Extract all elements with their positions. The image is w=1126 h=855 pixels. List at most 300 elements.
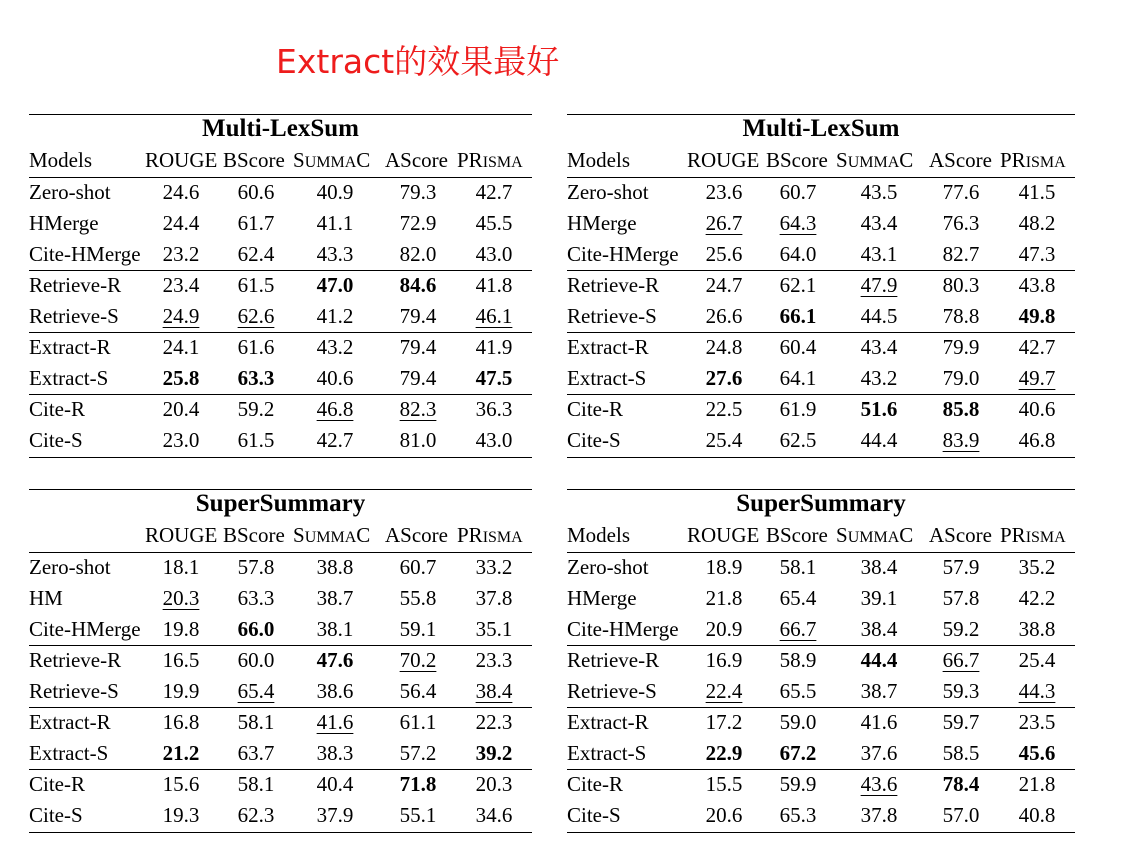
table-row: [29, 304, 532, 335]
value-cell: 47.6: [316, 648, 354, 672]
table-row: [567, 648, 1075, 679]
column-header-ascore: AScore: [385, 523, 448, 547]
value-cell: 64.1: [779, 366, 817, 390]
model-name: HMerge: [567, 586, 637, 610]
column-header-summac: SUMMAC: [836, 523, 914, 547]
value-cell: 34.6: [475, 803, 513, 827]
value-cell: 49.8: [1018, 304, 1056, 328]
value-cell: 37.8: [475, 586, 513, 610]
value-cell: 79.3: [399, 180, 437, 204]
value-cell: 58.5: [942, 741, 980, 765]
model-name: Retrieve-R: [29, 273, 122, 297]
group-rule: [567, 270, 1075, 271]
value-cell: 42.2: [1018, 586, 1056, 610]
value-cell: 20.6: [705, 803, 743, 827]
table-row: [567, 555, 1075, 586]
value-cell: 57.0: [942, 803, 980, 827]
table-row: [567, 772, 1075, 803]
value-cell: 81.0: [399, 428, 437, 452]
value-cell: 38.1: [316, 617, 354, 641]
bottom-rule: [567, 832, 1075, 833]
value-cell: 23.6: [705, 180, 743, 204]
value-cell: 16.8: [162, 710, 200, 734]
value-cell: 58.1: [237, 772, 275, 796]
table-row: [29, 242, 532, 273]
value-cell: 23.4: [162, 273, 200, 297]
value-cell: 51.6: [860, 397, 898, 421]
value-cell: 41.5: [1018, 180, 1056, 204]
table-row: [567, 180, 1075, 211]
group-rule: [567, 769, 1075, 770]
models-header: Models: [567, 148, 630, 172]
value-cell: 43.2: [316, 335, 354, 359]
model-name: Retrieve-S: [567, 679, 657, 703]
value-cell: 43.8: [1018, 273, 1056, 297]
table-row: [29, 772, 532, 803]
value-cell: 38.8: [1018, 617, 1056, 641]
value-cell: 21.2: [162, 741, 200, 765]
column-header-prisma: PRISMA: [457, 523, 523, 547]
value-cell: 45.6: [1018, 741, 1056, 765]
value-cell: 38.8: [316, 555, 354, 579]
value-cell: 66.7: [942, 648, 980, 672]
model-name: Cite-S: [567, 428, 621, 452]
table-row: [29, 397, 532, 428]
model-name: Extract-R: [567, 335, 649, 359]
value-cell: 43.0: [475, 242, 513, 266]
value-cell: 78.8: [942, 304, 980, 328]
table-title: SuperSummary: [195, 490, 366, 517]
model-name: Extract-S: [567, 741, 647, 765]
value-cell: 38.7: [316, 586, 354, 610]
value-cell: 20.4: [162, 397, 200, 421]
value-cell: 25.8: [162, 366, 200, 390]
value-cell: 38.4: [475, 679, 513, 703]
value-cell: 24.8: [705, 335, 743, 359]
model-name: Retrieve-R: [567, 648, 660, 672]
value-cell: 61.7: [237, 211, 275, 235]
column-header-rouge: ROUGE: [687, 148, 760, 172]
value-cell: 22.3: [475, 710, 513, 734]
value-cell: 70.2: [399, 648, 437, 672]
value-cell: 41.1: [316, 211, 354, 235]
value-cell: 25.4: [705, 428, 743, 452]
column-header-summac: SUMMAC: [293, 523, 371, 547]
value-cell: 43.6: [860, 772, 898, 796]
model-name: Zero-shot: [567, 555, 649, 579]
value-cell: 40.6: [316, 366, 354, 390]
model-name: Cite-HMerge: [567, 617, 679, 641]
value-cell: 46.8: [1018, 428, 1056, 452]
value-cell: 39.2: [475, 741, 513, 765]
column-header-prisma: PRISMA: [1000, 148, 1066, 172]
value-cell: 47.0: [316, 273, 354, 297]
value-cell: 35.1: [475, 617, 513, 641]
header-rule: [29, 177, 532, 178]
value-cell: 59.3: [942, 679, 980, 703]
value-cell: 47.5: [475, 366, 513, 390]
value-cell: 20.9: [705, 617, 743, 641]
model-name: Retrieve-S: [567, 304, 657, 328]
column-header-prisma: PRISMA: [457, 148, 523, 172]
value-cell: 46.1: [475, 304, 513, 328]
value-cell: 61.1: [399, 710, 437, 734]
value-cell: 38.3: [316, 741, 354, 765]
value-cell: 19.3: [162, 803, 200, 827]
model-name: Extract-S: [29, 741, 109, 765]
model-name: Retrieve-R: [29, 648, 122, 672]
value-cell: 45.5: [475, 211, 513, 235]
value-cell: 38.7: [860, 679, 898, 703]
value-cell: 65.5: [779, 679, 817, 703]
value-cell: 57.2: [399, 741, 437, 765]
table-row: [567, 242, 1075, 273]
value-cell: 60.7: [779, 180, 817, 204]
value-cell: 85.8: [942, 397, 980, 421]
value-cell: 60.6: [237, 180, 275, 204]
table-row: [567, 366, 1075, 397]
value-cell: 63.3: [237, 366, 275, 390]
value-cell: 64.3: [779, 211, 817, 235]
value-cell: 42.7: [1018, 335, 1056, 359]
column-header-bscore: BScore: [223, 523, 285, 547]
value-cell: 38.6: [316, 679, 354, 703]
group-rule: [29, 645, 532, 646]
model-name: HM: [29, 586, 63, 610]
table-row: [29, 648, 532, 679]
value-cell: 71.8: [399, 772, 437, 796]
value-cell: 22.4: [705, 679, 743, 703]
value-cell: 17.2: [705, 710, 743, 734]
value-cell: 55.1: [399, 803, 437, 827]
value-cell: 22.5: [705, 397, 743, 421]
value-cell: 79.0: [942, 366, 980, 390]
value-cell: 41.6: [316, 710, 354, 734]
column-header-ascore: AScore: [385, 148, 448, 172]
value-cell: 43.1: [860, 242, 898, 266]
value-cell: 22.9: [705, 741, 743, 765]
value-cell: 43.4: [860, 335, 898, 359]
value-cell: 43.4: [860, 211, 898, 235]
table-title: Multi-LexSum: [202, 115, 359, 142]
value-cell: 25.6: [705, 242, 743, 266]
model-name: Retrieve-S: [29, 679, 119, 703]
value-cell: 59.1: [399, 617, 437, 641]
value-cell: 36.3: [475, 397, 513, 421]
column-header-bscore: BScore: [766, 523, 828, 547]
value-cell: 57.8: [237, 555, 275, 579]
value-cell: 66.0: [237, 617, 275, 641]
group-rule: [567, 645, 1075, 646]
value-cell: 61.6: [237, 335, 275, 359]
value-cell: 59.0: [779, 710, 817, 734]
table-row: [29, 710, 532, 741]
value-cell: 44.3: [1018, 679, 1056, 703]
table-row: [567, 710, 1075, 741]
value-cell: 76.3: [942, 211, 980, 235]
value-cell: 41.8: [475, 273, 513, 297]
value-cell: 62.1: [779, 273, 817, 297]
value-cell: 62.5: [779, 428, 817, 452]
value-cell: 37.9: [316, 803, 354, 827]
column-header-bscore: BScore: [223, 148, 285, 172]
value-cell: 79.4: [399, 366, 437, 390]
value-cell: 60.0: [237, 648, 275, 672]
value-cell: 61.5: [237, 428, 275, 452]
value-cell: 60.7: [399, 555, 437, 579]
model-name: Cite-R: [567, 772, 623, 796]
value-cell: 80.3: [942, 273, 980, 297]
model-name: Extract-R: [29, 335, 111, 359]
value-cell: 16.5: [162, 648, 200, 672]
value-cell: 65.3: [779, 803, 817, 827]
value-cell: 83.9: [942, 428, 980, 452]
value-cell: 65.4: [237, 679, 275, 703]
value-cell: 43.3: [316, 242, 354, 266]
value-cell: 58.1: [779, 555, 817, 579]
value-cell: 33.2: [475, 555, 513, 579]
column-header-rouge: ROUGE: [687, 523, 760, 547]
value-cell: 42.7: [316, 428, 354, 452]
model-name: Extract-R: [567, 710, 649, 734]
value-cell: 46.8: [316, 397, 354, 421]
model-name: Cite-R: [29, 397, 85, 421]
value-cell: 62.3: [237, 803, 275, 827]
model-name: HMerge: [567, 211, 637, 235]
value-cell: 63.3: [237, 586, 275, 610]
value-cell: 57.9: [942, 555, 980, 579]
table-row: [567, 679, 1075, 710]
value-cell: 82.7: [942, 242, 980, 266]
value-cell: 79.4: [399, 304, 437, 328]
value-cell: 26.7: [705, 211, 743, 235]
value-cell: 23.5: [1018, 710, 1056, 734]
group-rule: [29, 769, 532, 770]
model-name: Extract-S: [567, 366, 647, 390]
model-name: Extract-S: [29, 366, 109, 390]
model-name: Zero-shot: [29, 180, 111, 204]
column-header-bscore: BScore: [766, 148, 828, 172]
value-cell: 49.7: [1018, 366, 1056, 390]
table-row: [29, 741, 532, 772]
value-cell: 26.6: [705, 304, 743, 328]
value-cell: 72.9: [399, 211, 437, 235]
value-cell: 63.7: [237, 741, 275, 765]
model-name: Extract-R: [29, 710, 111, 734]
value-cell: 24.4: [162, 211, 200, 235]
value-cell: 24.9: [162, 304, 200, 328]
value-cell: 43.0: [475, 428, 513, 452]
header-row: [567, 148, 1075, 178]
value-cell: 15.5: [705, 772, 743, 796]
value-cell: 23.0: [162, 428, 200, 452]
bottom-rule: [567, 457, 1075, 458]
value-cell: 27.6: [705, 366, 743, 390]
table-row: [29, 180, 532, 211]
value-cell: 24.7: [705, 273, 743, 297]
group-rule: [29, 270, 532, 271]
value-cell: 18.9: [705, 555, 743, 579]
model-name: HMerge: [29, 211, 99, 235]
value-cell: 59.2: [237, 397, 275, 421]
table-title: Multi-LexSum: [742, 115, 900, 142]
table-row: [29, 366, 532, 397]
table-multilexsum-left: [29, 114, 532, 459]
model-name: Cite-S: [29, 803, 83, 827]
column-header-prisma: PRISMA: [1000, 523, 1066, 547]
value-cell: 35.2: [1018, 555, 1056, 579]
value-cell: 82.3: [399, 397, 437, 421]
headline: Extract的效果最好: [276, 42, 560, 81]
table-row: [567, 741, 1075, 772]
value-cell: 41.9: [475, 335, 513, 359]
column-header-rouge: ROUGE: [145, 148, 218, 172]
table-row: [29, 555, 532, 586]
value-cell: 61.5: [237, 273, 275, 297]
column-header-ascore: AScore: [929, 523, 992, 547]
value-cell: 65.4: [779, 586, 817, 610]
models-header: Models: [29, 148, 92, 172]
value-cell: 58.1: [237, 710, 275, 734]
value-cell: 20.3: [475, 772, 513, 796]
table-row: [567, 335, 1075, 366]
value-cell: 48.2: [1018, 211, 1056, 235]
table-row: [29, 617, 532, 648]
value-cell: 39.1: [860, 586, 898, 610]
value-cell: 40.4: [316, 772, 354, 796]
model-name: Zero-shot: [29, 555, 111, 579]
header-row: [29, 148, 532, 178]
header-rule: [567, 552, 1075, 553]
value-cell: 41.6: [860, 710, 898, 734]
group-rule: [29, 394, 532, 395]
value-cell: 37.6: [860, 741, 898, 765]
model-name: Cite-HMerge: [29, 242, 141, 266]
value-cell: 67.2: [779, 741, 817, 765]
value-cell: 47.9: [860, 273, 898, 297]
value-cell: 40.8: [1018, 803, 1056, 827]
value-cell: 19.9: [162, 679, 200, 703]
model-name: Zero-shot: [567, 180, 649, 204]
value-cell: 64.0: [779, 242, 817, 266]
value-cell: 44.4: [860, 428, 898, 452]
header-rule: [29, 552, 532, 553]
value-cell: 66.7: [779, 617, 817, 641]
model-name: Cite-S: [567, 803, 621, 827]
column-header-rouge: ROUGE: [145, 523, 218, 547]
value-cell: 44.5: [860, 304, 898, 328]
value-cell: 25.4: [1018, 648, 1056, 672]
value-cell: 23.3: [475, 648, 513, 672]
models-header: Models: [567, 523, 630, 547]
table-row: [567, 428, 1075, 459]
table-row: [29, 586, 532, 617]
value-cell: 57.8: [942, 586, 980, 610]
value-cell: 23.2: [162, 242, 200, 266]
value-cell: 24.1: [162, 335, 200, 359]
table-title: SuperSummary: [736, 490, 906, 517]
table-row: [29, 803, 532, 834]
value-cell: 56.4: [399, 679, 437, 703]
value-cell: 16.9: [705, 648, 743, 672]
value-cell: 47.3: [1018, 242, 1056, 266]
table-row: [29, 335, 532, 366]
value-cell: 19.8: [162, 617, 200, 641]
value-cell: 41.2: [316, 304, 354, 328]
value-cell: 59.9: [779, 772, 817, 796]
value-cell: 20.3: [162, 586, 200, 610]
value-cell: 43.2: [860, 366, 898, 390]
model-name: Cite-R: [29, 772, 85, 796]
value-cell: 62.6: [237, 304, 275, 328]
table-row: [29, 428, 532, 459]
table-row: [567, 586, 1075, 617]
value-cell: 79.4: [399, 335, 437, 359]
value-cell: 43.5: [860, 180, 898, 204]
group-rule: [567, 707, 1075, 708]
model-name: Cite-R: [567, 397, 623, 421]
table-row: [567, 803, 1075, 834]
value-cell: 38.4: [860, 617, 898, 641]
value-cell: 44.4: [860, 648, 898, 672]
model-name: Retrieve-S: [29, 304, 119, 328]
value-cell: 84.6: [399, 273, 437, 297]
table-row: [567, 617, 1075, 648]
value-cell: 40.6: [1018, 397, 1056, 421]
value-cell: 79.9: [942, 335, 980, 359]
table-supersummary-right: [567, 489, 1075, 834]
header-rule: [567, 177, 1075, 178]
value-cell: 61.9: [779, 397, 817, 421]
table-row: [567, 304, 1075, 335]
group-rule: [29, 332, 532, 333]
model-name: Cite-HMerge: [567, 242, 679, 266]
value-cell: 37.8: [860, 803, 898, 827]
value-cell: 60.4: [779, 335, 817, 359]
column-header-summac: SUMMAC: [836, 148, 914, 172]
group-rule: [567, 394, 1075, 395]
value-cell: 59.2: [942, 617, 980, 641]
table-row: [29, 211, 532, 242]
value-cell: 55.8: [399, 586, 437, 610]
value-cell: 15.6: [162, 772, 200, 796]
bottom-rule: [29, 832, 532, 833]
group-rule: [29, 707, 532, 708]
group-rule: [567, 332, 1075, 333]
header-row: [567, 523, 1075, 553]
table-multilexsum-right: [567, 114, 1075, 459]
table-row: [567, 397, 1075, 428]
column-header-ascore: AScore: [929, 148, 992, 172]
value-cell: 66.1: [779, 304, 817, 328]
model-name: Cite-S: [29, 428, 83, 452]
value-cell: 58.9: [779, 648, 817, 672]
value-cell: 82.0: [399, 242, 437, 266]
column-header-summac: SUMMAC: [293, 148, 371, 172]
value-cell: 77.6: [942, 180, 980, 204]
table-supersummary-left: [29, 489, 532, 834]
value-cell: 18.1: [162, 555, 200, 579]
table-row: [567, 273, 1075, 304]
value-cell: 78.4: [942, 772, 980, 796]
value-cell: 40.9: [316, 180, 354, 204]
table-row: [567, 211, 1075, 242]
value-cell: 21.8: [705, 586, 743, 610]
model-name: Cite-HMerge: [29, 617, 141, 641]
value-cell: 21.8: [1018, 772, 1056, 796]
table-row: [29, 273, 532, 304]
value-cell: 59.7: [942, 710, 980, 734]
